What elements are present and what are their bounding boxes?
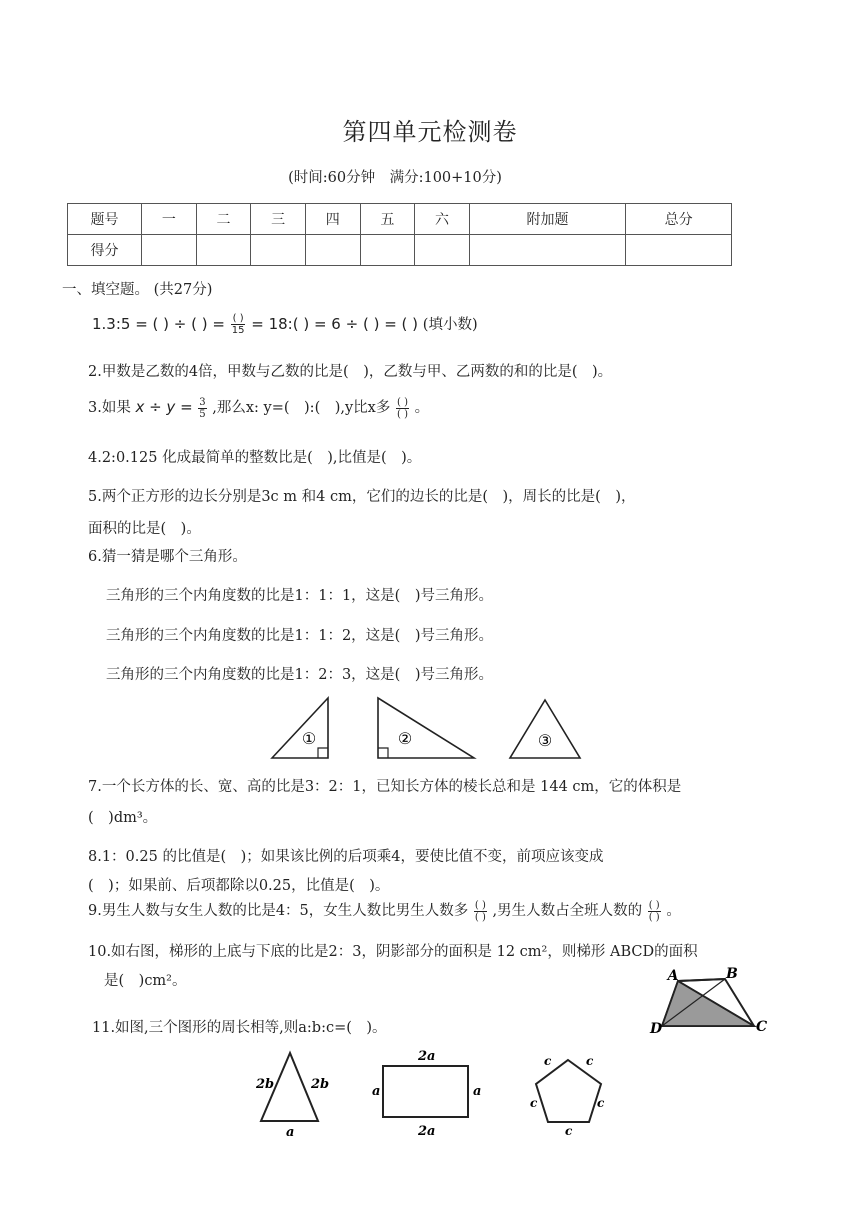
triangle-label-1: ① [301,729,317,748]
table-header-cell: 总分 [626,204,732,235]
q9-part-b: ,男生人数占全班人数的 [492,903,643,919]
pentagon-shape [530,1054,605,1138]
question-8-line-1: 8.1：0.25 的比值是( )；如果该比例的后项乘4，要使比值不变，前项应该变成 [88,849,604,865]
q3-blank-fraction [396,397,409,420]
vertex-label-d: D [650,1021,663,1036]
side-label-2b-left: 2b [256,1077,275,1092]
question-2: 2.甲数是乙数的4倍，甲数与乙数的比是( )，乙数与甲、乙两数的和的比是( )。 [88,364,613,380]
side-label-a-bottom: a [286,1125,295,1140]
side-label-2a-bottom: 2a [418,1124,436,1139]
side-label-c: c [544,1054,552,1068]
table-header-cell: 四 [305,204,360,235]
question-6-item-a: 三角形的三个内角度数的比是1：1：1，这是( )号三角形。 [106,588,493,604]
question-6-item-b: 三角形的三个内角度数的比是1：1：2，这是( )号三角形。 [106,628,493,644]
table-header-cell: 二 [196,204,251,235]
question-7-line-2: ( )dm³。 [88,810,158,826]
score-cell[interactable] [469,235,626,266]
q1-suffix: (填小数) [422,317,478,333]
q3-prefix: 3.如果 [88,400,131,416]
q1-equation-part-b: = 18:( ) = 6 ÷ ( ) = ( ) [251,315,419,333]
table-header-cell: 六 [415,204,470,235]
page-title: 第四单元检测卷 [342,118,518,146]
q9-frac2-den: ( ) [648,911,660,923]
q1-frac-den: 15 [231,325,245,336]
question-7-line-1: 7.一个长方体的长、宽、高的比是3：2：1，已知长方体的棱长总和是 144 cm，它的体积是 [88,779,682,795]
table-header-cell: 附加题 [469,204,626,235]
side-label-a-left: a [372,1084,381,1099]
score-table-header-row [68,204,732,235]
side-label-2a-top: 2a [418,1049,436,1064]
right-isosceles-triangle [272,698,328,758]
q9-frac1-num: ( ) [474,899,486,911]
score-cell[interactable] [142,235,197,266]
question-1 [92,313,478,336]
score-table-score-row [68,235,732,266]
score-cell[interactable] [360,235,415,266]
question-5-line-1: 5.两个正方形的边长分别是3c m 和4 cm，它们的边长的比是( )，周长的比是( )， [88,489,636,505]
triangles-figure [268,694,588,764]
score-cell[interactable] [305,235,360,266]
triangle-label-2: ② [397,729,413,748]
q1-frac-num: ( ) [232,313,244,324]
section-heading: 一、填空题。 (共27分) [62,282,213,298]
q3-blank-den: ( ) [396,408,408,420]
question-3 [88,396,429,420]
q3-frac-den: 5 [199,408,206,420]
q1-equation-part-a: 1.3:5 = ( ) ÷ ( ) = [92,315,225,333]
isosceles-triangle-shape [255,1053,329,1140]
table-header-cell: 题号 [68,204,142,235]
q3-frac-num: 3 [199,396,206,408]
question-10-line-2: 是( )cm²。 [104,973,187,989]
side-label-2b-right: 2b [311,1077,330,1092]
table-header-cell: 三 [251,204,306,235]
question-10-line-1: 10.如右图，梯形的上底与下底的比是2：3，阴影部分的面积是 12 cm²，则梯形 ABCD的面积 [88,944,698,960]
side-label-c: c [586,1054,594,1068]
side-label-c: c [530,1096,538,1110]
q9-part-a: 9.男生人数与女生人数的比是4：5，女生人数比男生人数多 [88,903,469,919]
rectangle-shape [372,1049,481,1139]
table-row-label: 得分 [68,235,142,266]
side-label-c: c [565,1124,573,1138]
side-label-c: c [597,1096,605,1110]
question-11: 11.如图,三个图形的周长相等,则a:b:c=( )。 [92,1020,387,1036]
q9-frac1-den: ( ) [474,911,486,923]
trapezoid-figure [646,966,776,1036]
question-8-line-2: ( )；如果前、后项都除以0.25，比值是( )。 [88,878,390,894]
vertex-label-c: C [756,1019,768,1035]
question-6-stem: 6.猜一猜是哪个三角形。 [88,549,247,565]
score-cell[interactable] [196,235,251,266]
table-header-cell: 五 [360,204,415,235]
equilateral-triangle [510,700,580,758]
vertex-label-b: B [726,966,738,982]
q3-end: 。 [414,400,430,416]
score-cell[interactable] [251,235,306,266]
q9-frac2-num: ( ) [648,899,660,911]
q1-fraction [231,313,246,336]
score-cell[interactable] [626,235,732,266]
q9-blank-fraction-2 [648,900,661,923]
q3-expression: x ÷ y = [135,398,193,416]
exam-info: (时间:60分钟 满分:100+10分) [288,170,502,186]
right-scalene-triangle [378,698,474,758]
q3-blank-num: ( ) [396,396,408,408]
q3-fraction [198,397,206,420]
triangle-label-3: ③ [537,731,553,750]
q9-blank-fraction-1 [474,900,487,923]
perimeter-shapes-figure [250,1045,620,1140]
score-table [67,203,732,266]
q3-middle: ,那么x: y=( ):( ),y比x多 [212,400,391,416]
question-4: 4.2:0.125 化成最简单的整数比是( ),比值是( )。 [88,450,422,466]
side-label-a-right: a [473,1084,482,1099]
q9-end: 。 [666,903,681,919]
question-9 [88,899,681,923]
question-6-item-c: 三角形的三个内角度数的比是1：2：3，这是( )号三角形。 [106,667,493,683]
vertex-label-a: A [667,968,679,984]
score-cell[interactable] [415,235,470,266]
table-header-cell: 一 [142,204,197,235]
question-5-line-2: 面积的比是( )。 [88,521,201,537]
